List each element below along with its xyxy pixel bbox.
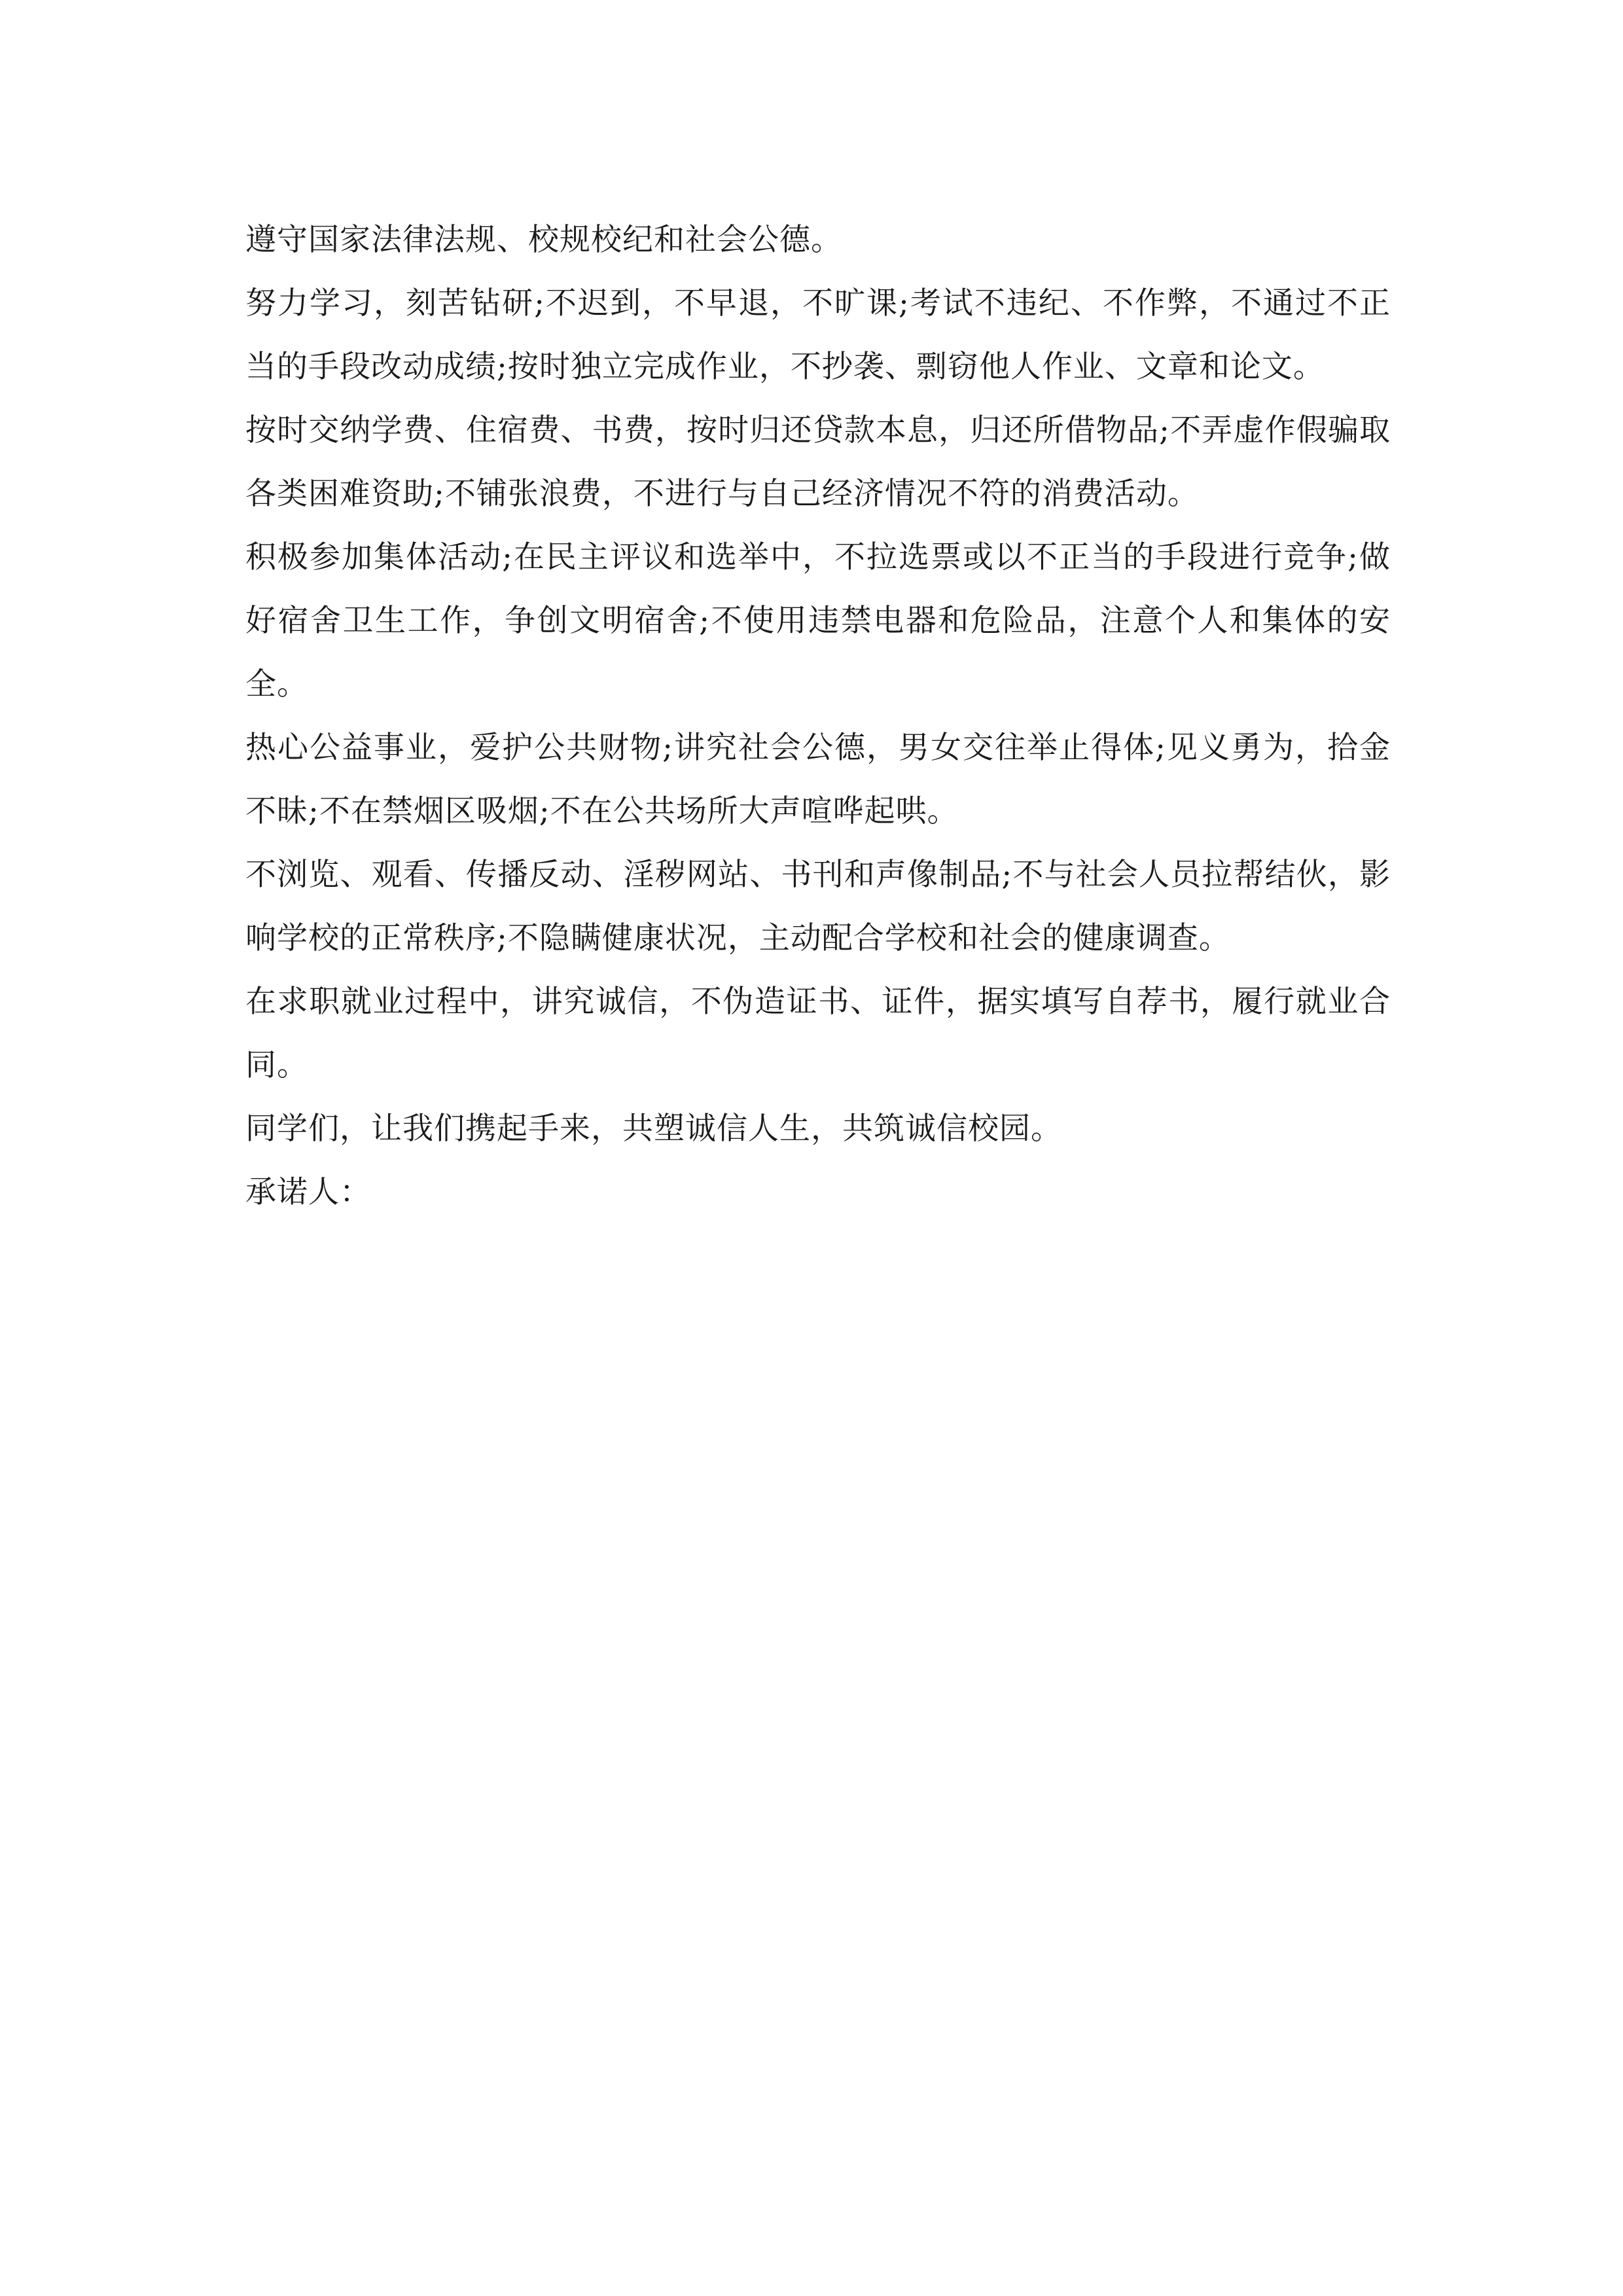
paragraph-collective: 积极参加集体活动;在民主评议和选举中，不拉选票或以不正当的手段进行竞争;做好宿舍卫生工作，争创文明宿舍;不使用违禁电器和危险品，注意个人和集体的安全。 [245,539,1391,702]
document-body [245,208,1391,1224]
paragraph-employment: 在求职就业过程中，讲究诚信，不伪造证书、证件，据实填写自荐书，履行就业合同。 [245,984,1391,1083]
paragraph-public-welfare: 热心公益事业，爱护公共财物;讲究社会公德，男女交往举止得体;见义勇为，拾金不昧;不在禁烟区吸烟;不在公共场所大声喧哗起哄。 [245,730,1391,829]
paragraph-law-compliance: 遵守国家法律法规、校规校纪和社会公德。 [245,222,842,258]
signatory-label: 承诺人： [245,1174,371,1210]
paragraph-media-conduct: 不浏览、观看、传播反动、淫秽网站、书刊和声像制品;不与社会人员拉帮结伙，影响学校的正常秩序;不隐瞒健康状况，主动配合学校和社会的健康调查。 [245,857,1391,956]
paragraph-call-to-action: 同学们，让我们携起手来，共塑诚信人生，共筑诚信校园。 [245,1111,1062,1147]
paragraph-study: 努力学习，刻苦钻研;不迟到，不早退，不旷课;考试不违纪、不作弊，不通过不正当的手段改动成绩;按时独立完成作业，不抄袭、剽窃他人作业、文章和论文。 [245,285,1391,385]
paragraph-fees: 按时交纳学费、住宿费、书费，按时归还贷款本息，归还所借物品;不弄虚作假骗取各类困难资助;不铺张浪费，不进行与自己经济情况不符的消费活动。 [245,412,1391,512]
